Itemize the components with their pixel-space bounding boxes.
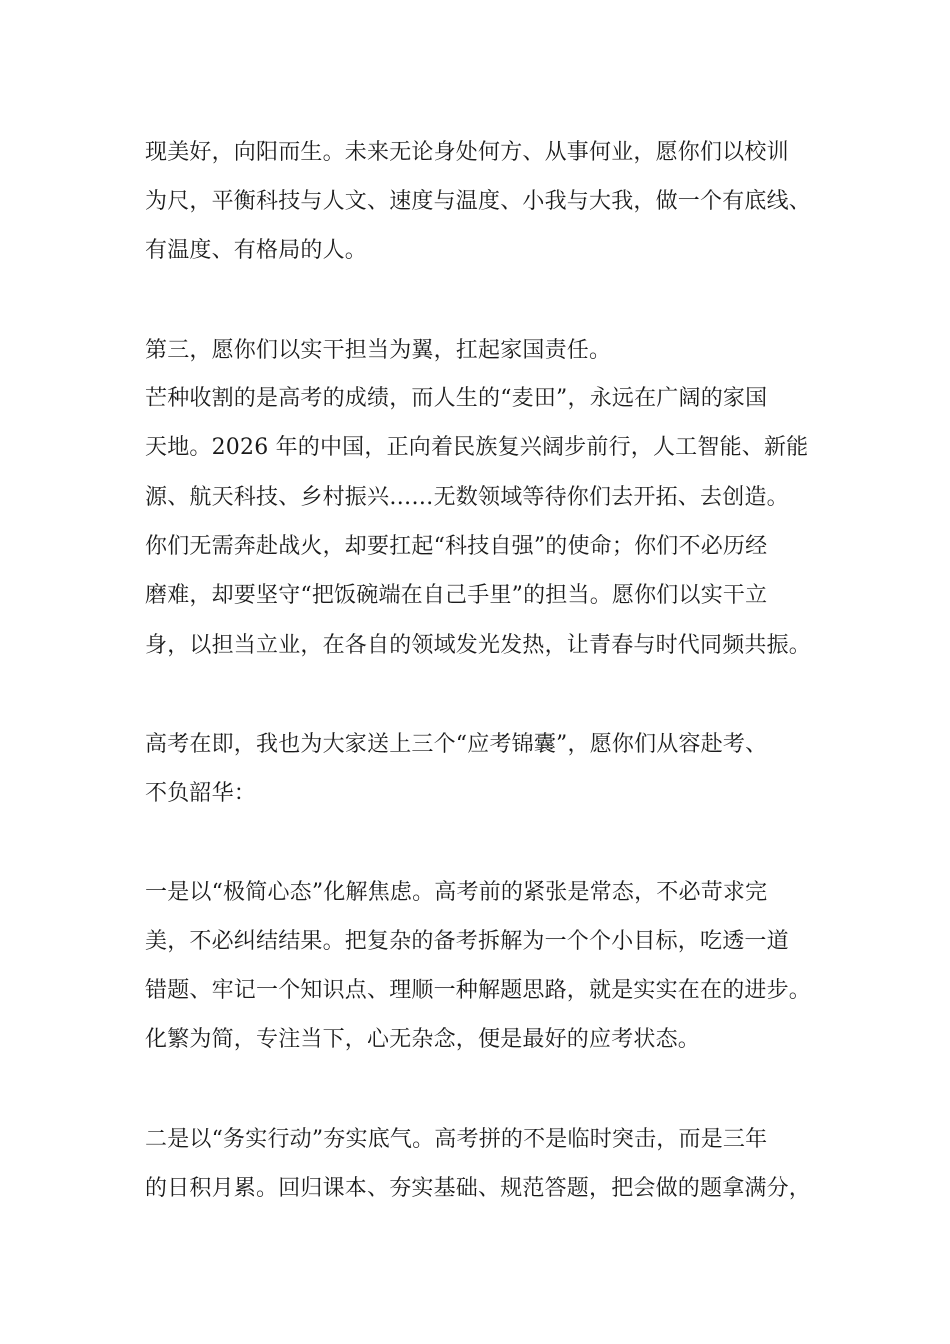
text-line: 现美好，向阳而生。未来无论身处何方、从事何业，愿你们以校训 <box>145 140 789 165</box>
text-line: 的日积月累。回归课本、夯实基础、规范答题，把会做的题拿满分， <box>145 1176 812 1201</box>
text-line: 为尺，平衡科技与人文、速度与温度、小我与大我，做一个有底线、 <box>145 189 812 214</box>
text-line: 天地。2026 年的中国，正向着民族复兴阔步前行，人工智能、新能 <box>145 435 809 460</box>
text-line: 化繁为简，专注当下，心无杂念，便是最好的应考状态。 <box>145 1027 701 1052</box>
text-line: 高考在即，我也为大家送上三个“应考锦囊”，愿你们从容赴考、 <box>145 732 768 757</box>
section-heading: 第三，愿你们以实干担当为翼，扛起家国责任。 <box>145 338 612 363</box>
text-line: 一是以“极简心态”化解焦虑。高考前的紧张是常态，不必苛求完 <box>145 880 768 905</box>
text-line: 美，不必纠结结果。把复杂的备考拆解为一个个小目标，吃透一道 <box>145 929 789 954</box>
text-line: 磨难，却要坚守“把饭碗端在自己手里”的担当。愿你们以实干立 <box>145 583 768 608</box>
text-line: 不负韶华： <box>145 781 257 806</box>
text-line: 二是以“务实行动”夯实底气。高考拼的不是临时突击，而是三年 <box>145 1127 768 1152</box>
text-line: 源、航天科技、乡村振兴……无数领域等待你们去开拓、去创造。 <box>145 485 789 510</box>
text-line: 你们无需奔赴战火，却要扛起“科技自强”的使命；你们不必历经 <box>145 534 768 559</box>
text-line: 错题、牢记一个知识点、理顺一种解题思路，就是实实在在的进步。 <box>145 978 812 1003</box>
text-line: 芒种收割的是高考的成绩，而人生的“麦田”，永远在广阔的家国 <box>145 386 768 411</box>
text-line: 身，以担当立业，在各自的领域发光发热，让青春与时代同频共振。 <box>145 633 812 658</box>
text-line: 有温度、有格局的人。 <box>145 238 368 263</box>
